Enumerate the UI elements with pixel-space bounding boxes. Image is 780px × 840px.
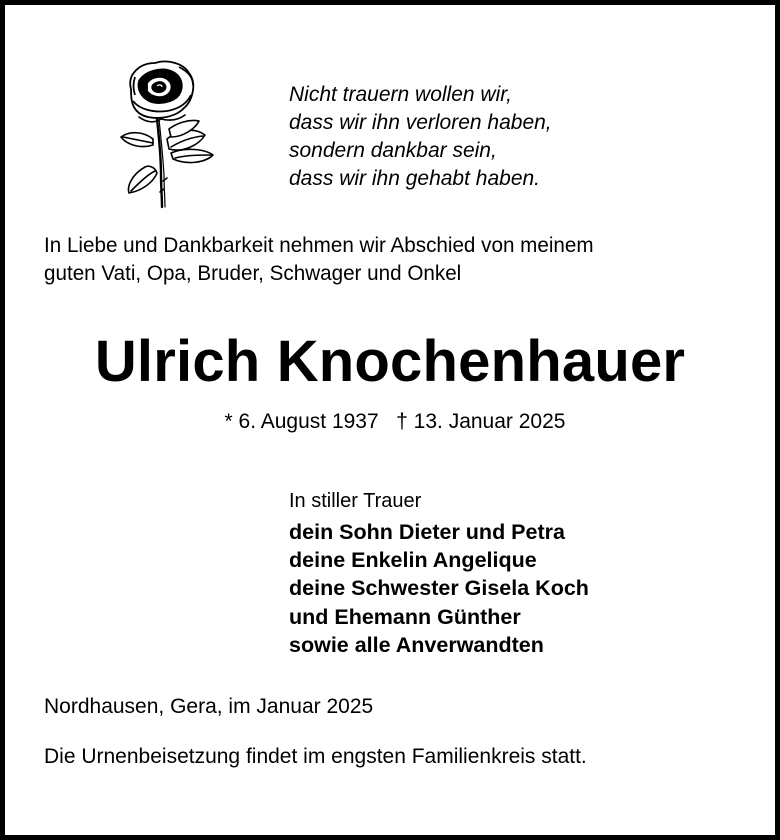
poem-verse [289,81,552,193]
mourner-line: deine Enkelin Angelique [289,548,537,573]
poem-line: sondern dankbar sein, [289,139,497,162]
mourners-block [289,488,589,659]
mourner-line: sowie alle Anverwandten [289,632,544,657]
mourner-line: deine Schwester Gisela Koch [289,576,589,601]
poem-line: Nicht trauern wollen wir, [289,83,512,106]
intro-text [44,231,594,287]
intro-line: In Liebe und Dankbarkeit nehmen wir Abschied von meinem [44,233,594,257]
intro-line: guten Vati, Opa, Bruder, Schwager und Onkel [44,261,462,285]
mourner-line: und Ehemann Günther [289,604,521,629]
poem-line: dass wir ihn verloren haben, [289,111,552,134]
mourners-list [289,518,589,659]
poem-line: dass wir ihn gehabt haben. [289,167,541,190]
life-dates: * 6. August 1937 † 13. Januar 2025 [224,410,566,433]
mourners-heading: In stiller Trauer [289,490,422,512]
place-date: Nordhausen, Gera, im Januar 2025 [44,695,374,718]
mourner-line: dein Sohn Dieter und Petra [289,520,565,544]
deceased-name: Ulrich Knochenhauer [94,329,686,394]
closing-note: Die Urnenbeisetzung findet im engsten Familienkreis statt. [44,745,587,768]
rose-icon [109,57,219,209]
